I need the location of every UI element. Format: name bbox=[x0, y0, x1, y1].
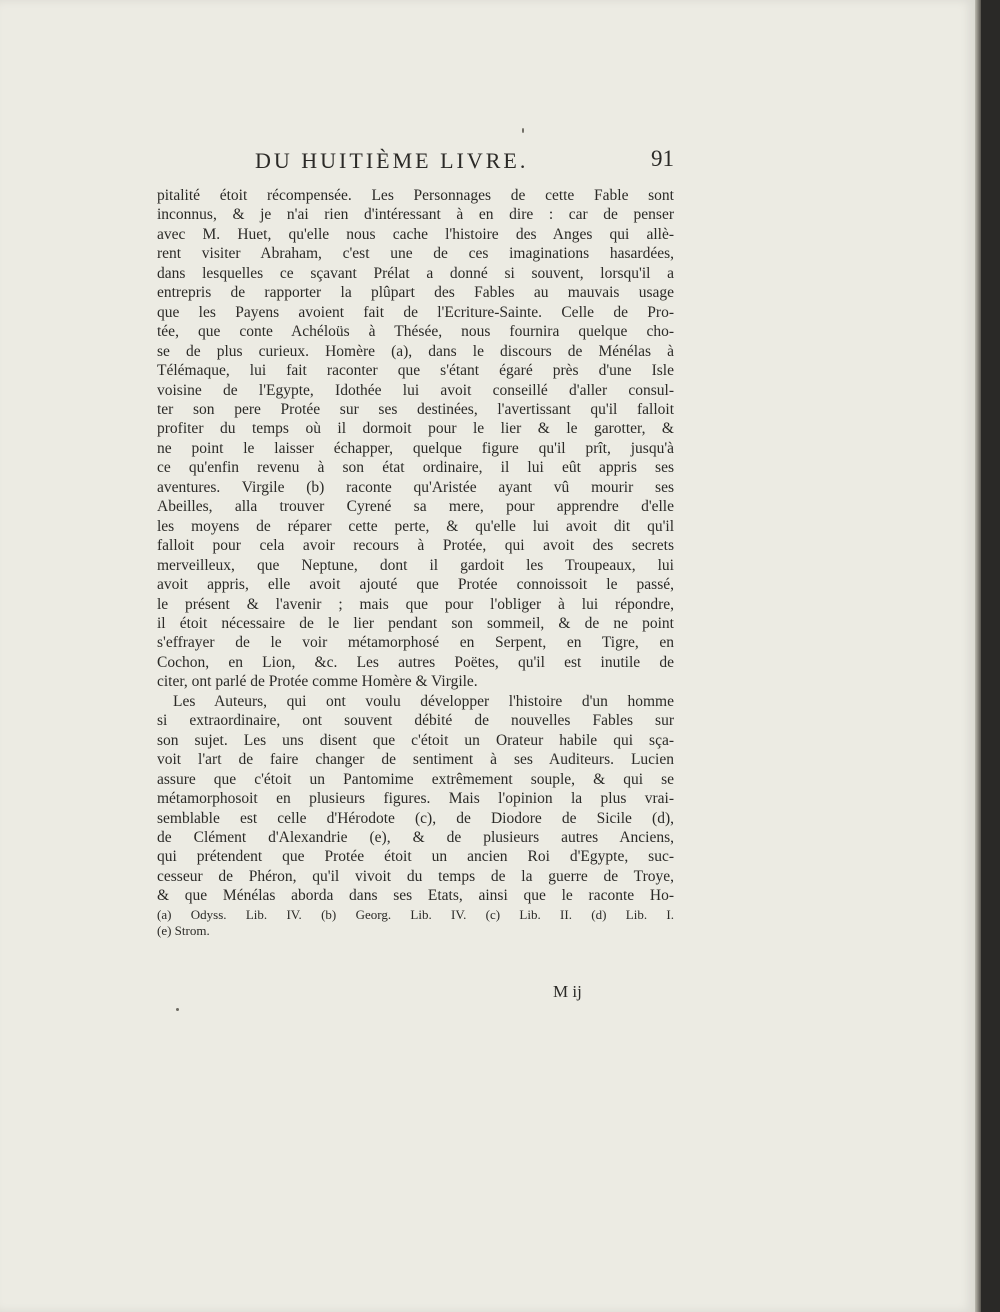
text-line: métamorphosoit en plusieurs figures. Mais l'opinion la plus vrai- bbox=[157, 790, 674, 808]
paper-speck bbox=[176, 1008, 179, 1011]
text-line: Cochon, en Lion, &c. Les autres Poëtes, qu'il est inutile de bbox=[157, 653, 674, 671]
text-line: Télémaque, lui fait raconter que s'étant égaré près d'une Isle bbox=[157, 362, 674, 380]
text-line: se de plus curieux. Homère (a), dans le discours de Ménélas à bbox=[157, 342, 674, 360]
text-line: qui prétendent que Protée étoit un ancien Roi d'Egypte, suc- bbox=[157, 848, 674, 866]
footnote-line: (a) Odyss. Lib. IV. (b) Georg. Lib. IV. (c) Lib. II. (d) Lib. I. bbox=[157, 906, 674, 922]
paper-speck bbox=[522, 128, 524, 133]
text-line: Les Auteurs, qui ont voulu développer l'histoire d'un homme bbox=[173, 692, 674, 710]
text-line: son sujet. Les uns disent que c'étoit un Orateur habile qui sça- bbox=[157, 731, 674, 749]
footnote-line: (e) Strom. bbox=[157, 922, 210, 938]
text-line: avoit appris, elle avoit ajouté que Protée connoissoit le passé, bbox=[157, 576, 674, 594]
text-line: si extraordinaire, ont souvent débité de nouvelles Fables sur bbox=[157, 712, 674, 730]
text-line: dans lesquelles ce sçavant Prélat a donné si souvent, lorsqu'il a bbox=[157, 264, 674, 282]
text-line: de Clément d'Alexandrie (e), & de plusieurs autres Anciens, bbox=[157, 828, 674, 846]
text-line: s'effrayer de le voir métamorphosé en Serpent, en Tigre, en bbox=[157, 634, 674, 652]
text-line: entrepris de rapporter la plûpart des Fables au mauvais usage bbox=[157, 284, 674, 302]
text-line: pitalité étoit récompensée. Les Personnages de cette Fable sont bbox=[157, 187, 674, 204]
footnotes bbox=[157, 907, 674, 939]
text-line: Abeilles, alla trouver Cyrené sa mere, pour apprendre d'elle bbox=[157, 498, 674, 516]
text-line: inconnus, & je n'ai rien d'intéressant à en dire : car de penser bbox=[157, 206, 674, 224]
text-line: voit l'art de faire changer de sentiment à ses Auditeurs. Lucien bbox=[157, 751, 674, 769]
text-line: semblable est celle d'Hérodote (c), de Diodore de Sicile (d), bbox=[157, 809, 674, 827]
signature-mark: M ij bbox=[553, 982, 582, 1001]
text-line: merveilleux, que Neptune, dont il gardoit les Troupeaux, lui bbox=[157, 556, 674, 574]
text-line: avec M. Huet, qu'elle nous cache l'histoire des Anges qui allè- bbox=[157, 225, 674, 243]
text-block bbox=[157, 148, 674, 939]
page-number: 91 bbox=[651, 146, 674, 171]
text-line: ne point le laisser échapper, quelque figure qu'il prît, jusqu'à bbox=[157, 439, 674, 457]
text-line: falloit pour cela avoir recours à Protée, qui avoit des secrets bbox=[157, 537, 674, 555]
text-line: ter son pere Protée sur ses destinées, l'avertissant qu'il falloit bbox=[157, 400, 674, 418]
page-edge bbox=[975, 0, 981, 1312]
body-text bbox=[157, 186, 674, 906]
text-line: ce qu'enfin revenu à son état ordinaire, il lui eût appris ses bbox=[157, 459, 674, 477]
text-line: les moyens de réparer cette perte, & qu'elle lui avoit dit qu'il bbox=[157, 517, 674, 535]
text-line: il étoit nécessaire de le lier pendant son sommeil, & de ne point bbox=[157, 614, 674, 632]
running-title: DU HUITIÈME LIVRE. bbox=[255, 148, 529, 173]
text-line: assure que c'étoit un Pantomime extrêmement souple, & qui se bbox=[157, 770, 674, 788]
text-line: aventures. Virgile (b) raconte qu'Aristée ayant vû mourir ses bbox=[157, 478, 674, 496]
text-line: que les Payens avoient fait de l'Ecriture-Sainte. Celle de Pro- bbox=[157, 303, 674, 321]
text-line: le présent & l'avenir ; mais que pour l'obliger à lui répondre, bbox=[157, 595, 674, 613]
text-line: tée, que conte Achéloüs à Thésée, nous fournira quelque cho- bbox=[157, 323, 674, 341]
text-line: rent visiter Abraham, c'est une de ces imaginations hasardées, bbox=[157, 245, 674, 263]
text-line: citer, ont parlé de Protée comme Homère & Virgile. bbox=[157, 673, 478, 691]
text-line: profiter du temps où il dormoit pour le lier & le garotter, & bbox=[157, 420, 674, 438]
text-line: voisine de l'Egypte, Idothée lui avoit conseillé d'aller consul- bbox=[157, 381, 674, 399]
running-header bbox=[255, 148, 674, 186]
text-line: cesseur de Phéron, qu'il vivoit du temps de la guerre de Troye, bbox=[157, 867, 674, 885]
text-line: & que Ménélas aborda dans ses Etats, ainsi que le raconte Ho- bbox=[157, 887, 674, 905]
